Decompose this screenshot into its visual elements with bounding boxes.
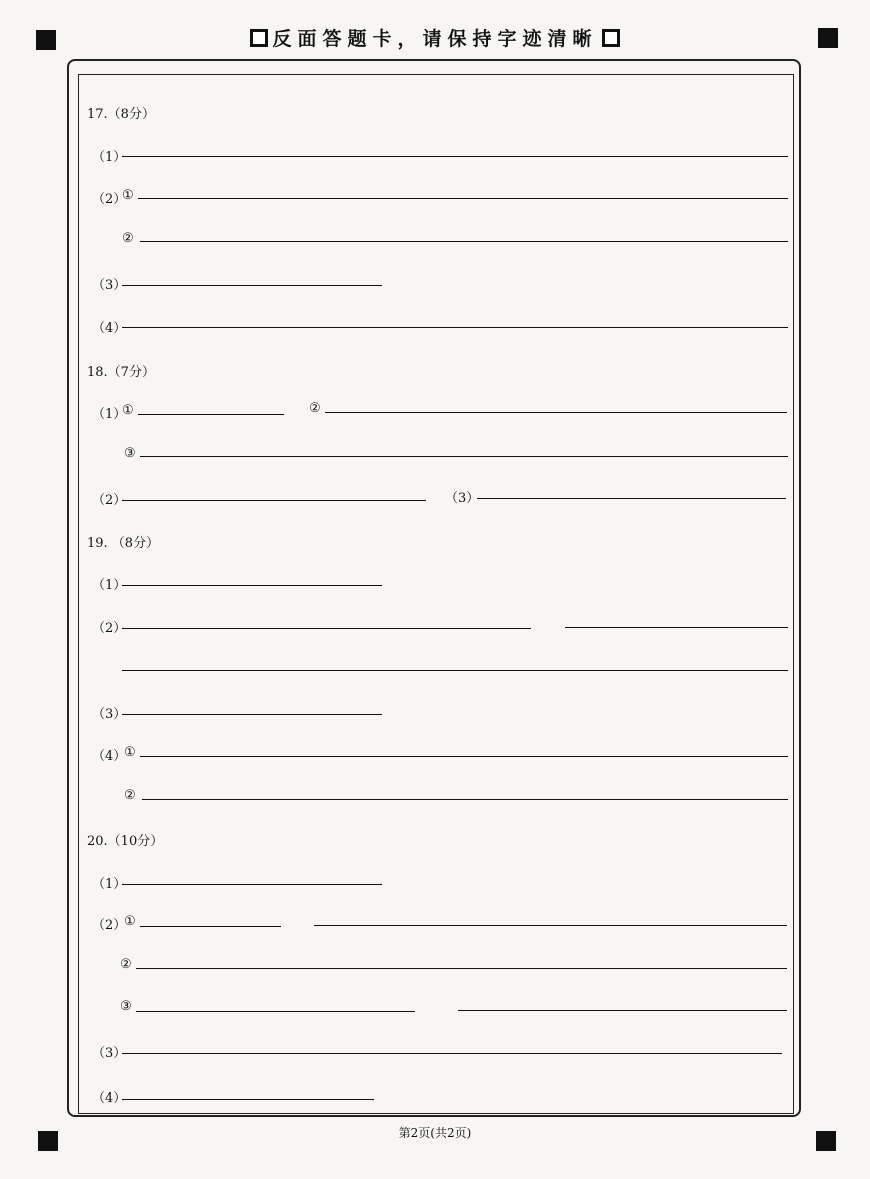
question-20-title: 20.（10分） [87, 834, 164, 849]
q20-part-4-label: （4） [92, 1091, 127, 1106]
q17-part-4-answer-line[interactable] [122, 327, 788, 328]
q19-part-2-answer-line-b[interactable] [565, 627, 788, 628]
q20-part-2-sub-1-answer-line-a[interactable] [140, 926, 281, 927]
q18-part-1-sub-1-label: ① [122, 403, 134, 418]
question-17-title: 17.（8分） [87, 107, 155, 122]
q18-part-1-sub-2-answer-line[interactable] [325, 412, 787, 413]
q18-part-1-sub-1-answer-line[interactable] [138, 414, 284, 415]
q17-part-2-sub-1-label: ① [122, 188, 134, 203]
q17-part-1-label: （1） [92, 150, 127, 165]
q19-part-1-answer-line[interactable] [122, 585, 382, 586]
answer-frame-inner [78, 74, 794, 1114]
q18-part-3-answer-line[interactable] [477, 498, 786, 499]
q20-part-2-label: （2） [92, 918, 127, 933]
q20-part-4-answer-line[interactable] [122, 1099, 374, 1100]
q17-part-3-label: （3） [92, 278, 127, 293]
question-18-title: 18.（7分） [87, 365, 155, 380]
page-header [0, 24, 870, 51]
q20-part-2-sub-1-label: ① [124, 914, 136, 929]
q20-part-2-sub-2-answer-line[interactable] [136, 968, 787, 969]
q17-part-3-answer-line[interactable] [122, 285, 382, 286]
q20-part-2-sub-2-label: ② [120, 957, 132, 972]
q19-part-2-answer-line-c[interactable] [122, 670, 788, 671]
q19-part-3-label: （3） [92, 707, 127, 722]
q18-part-1-sub-3-label: ③ [124, 446, 136, 461]
q19-part-4-sub-2-label: ② [124, 788, 136, 803]
q17-part-2-sub-2-label: ② [122, 231, 134, 246]
question-19-title: 19. （8分） [87, 536, 160, 551]
page-number: 第2页(共2页) [398, 1126, 472, 1140]
q19-part-4-sub-1-label: ① [124, 745, 136, 760]
q19-part-2-answer-line-a[interactable] [122, 628, 531, 629]
q19-part-2-label: （2） [92, 621, 127, 636]
q17-part-2-sub-1-answer-line[interactable] [138, 198, 788, 199]
q20-part-3-answer-line[interactable] [122, 1053, 782, 1054]
q17-part-2-sub-2-answer-line[interactable] [140, 241, 788, 242]
square-marker-icon [602, 29, 620, 47]
q18-part-2-answer-line[interactable] [122, 500, 426, 501]
q17-part-2-label: （2） [92, 192, 127, 207]
square-marker-icon [250, 29, 268, 47]
q20-part-2-sub-3-answer-line-b[interactable] [458, 1010, 787, 1011]
q17-part-1-answer-line[interactable] [122, 156, 788, 157]
q18-part-3-label: （3） [445, 491, 480, 506]
q18-part-2-label: （2） [92, 493, 127, 508]
q20-part-1-answer-line[interactable] [122, 884, 382, 885]
q17-part-4-label: （4） [92, 321, 127, 336]
header-title: 反面答题卡，请保持字迹清晰 [272, 28, 598, 50]
q20-part-2-sub-1-answer-line-b[interactable] [314, 925, 787, 926]
q19-part-1-label: （1） [92, 578, 127, 593]
q19-part-4-sub-2-answer-line[interactable] [142, 799, 788, 800]
q20-part-2-sub-3-label: ③ [120, 999, 132, 1014]
q20-part-2-sub-3-answer-line-a[interactable] [136, 1011, 415, 1012]
q19-part-3-answer-line[interactable] [122, 714, 382, 715]
q19-part-4-sub-1-answer-line[interactable] [140, 756, 788, 757]
q20-part-3-label: （3） [92, 1046, 127, 1061]
q18-part-1-label: （1） [92, 407, 127, 422]
q20-part-1-label: （1） [92, 877, 127, 892]
q18-part-1-sub-3-answer-line[interactable] [140, 456, 788, 457]
q19-part-4-label: （4） [92, 749, 127, 764]
q18-part-1-sub-2-label: ② [309, 401, 321, 416]
